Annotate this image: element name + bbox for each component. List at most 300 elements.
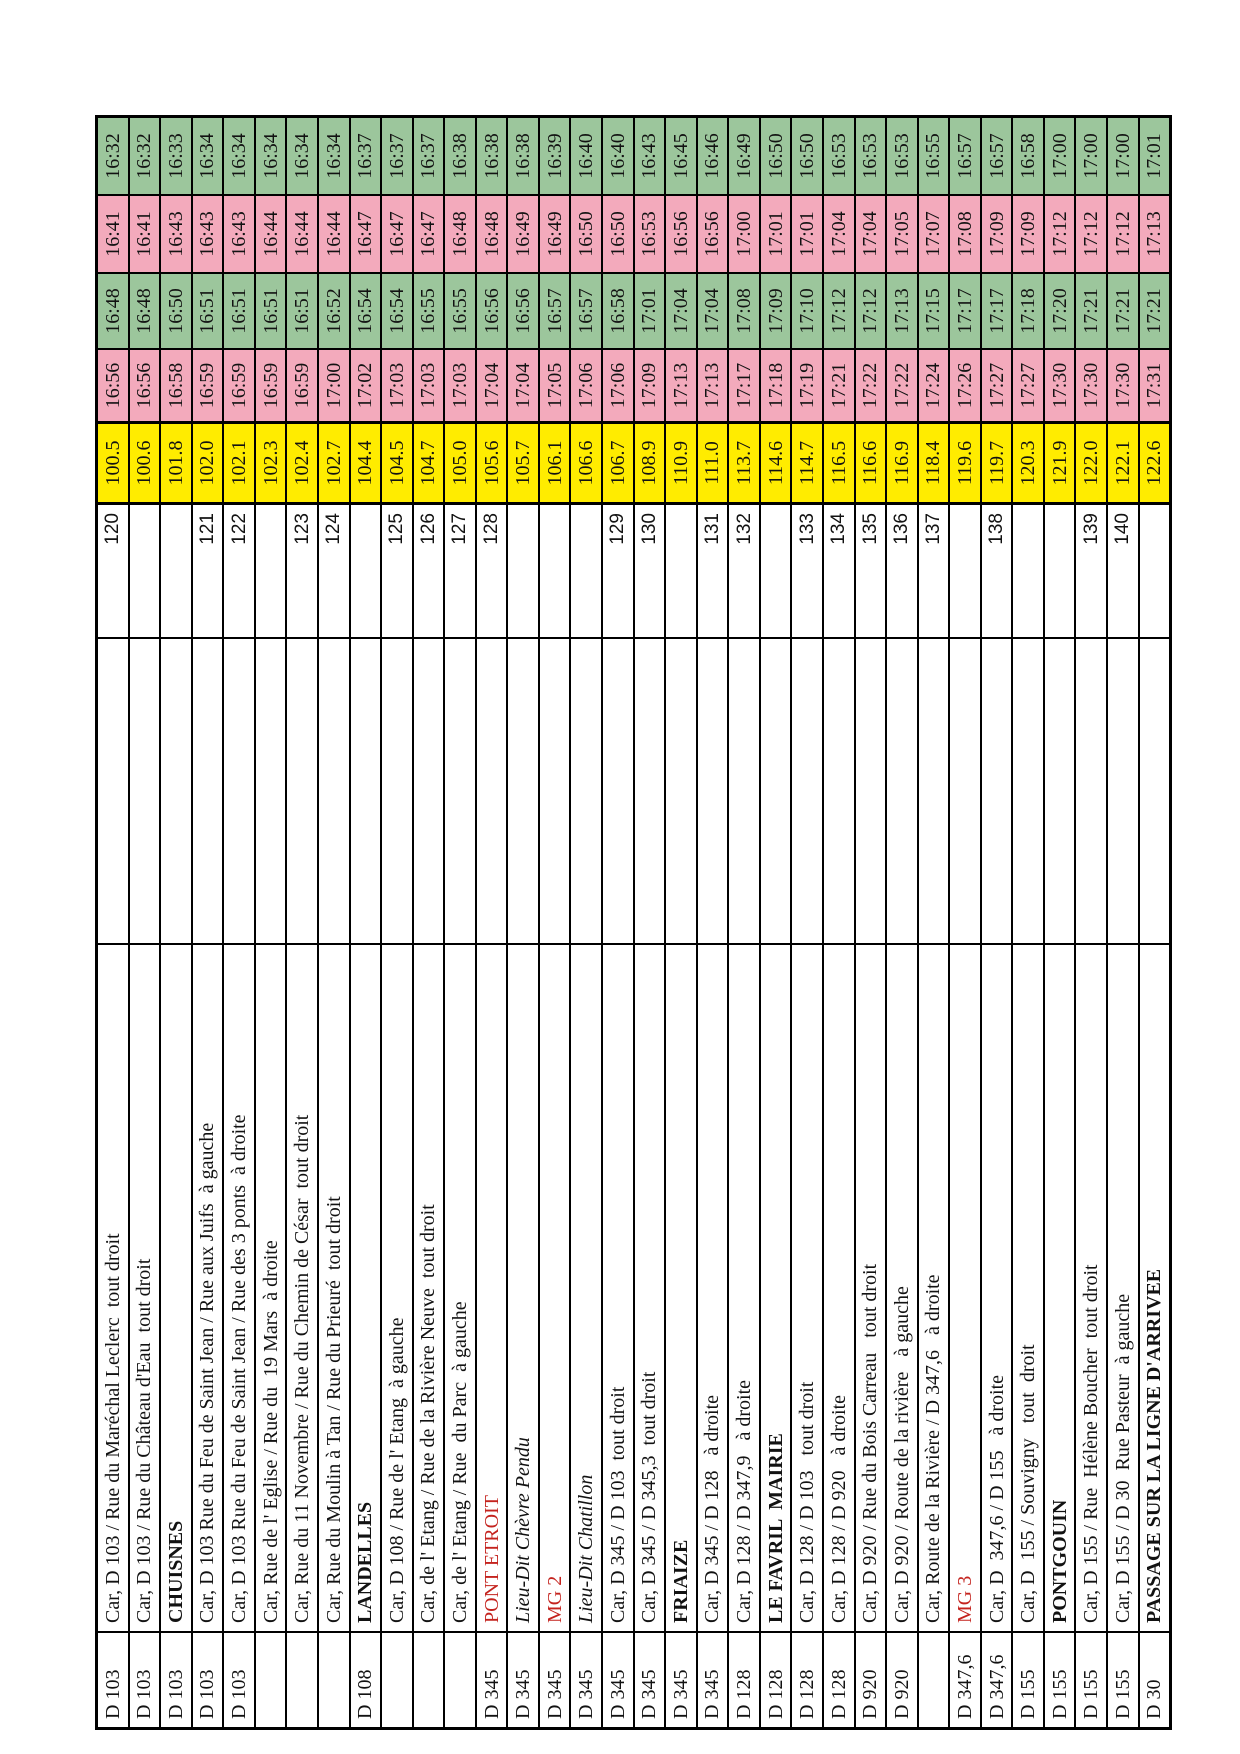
control-number-cell: 137 — [919, 502, 949, 637]
route-row — [161, 118, 193, 1727]
description-cell: Car, Rue du 11 Novembre / Rue du Chemin de César tout droit — [287, 943, 317, 1631]
description-cell: Car, D 345 / D 345,3 tout droit — [635, 943, 665, 1631]
time-cell-3: 16:50 — [571, 194, 601, 272]
km-cell: 114.7 — [792, 421, 822, 502]
km-cell: 102.1 — [224, 421, 254, 502]
road-cell: D 128 — [792, 1631, 822, 1727]
route-row — [1045, 118, 1077, 1727]
road-cell — [256, 1631, 286, 1727]
road-cell: D 103 — [193, 1631, 223, 1727]
time-cell-3: 16:48 — [445, 194, 475, 272]
time-cell-1: 17:05 — [540, 348, 570, 421]
time-cell-2: 17:09 — [761, 272, 791, 348]
time-cell-4: 16:37 — [414, 118, 444, 194]
time-cell-4: 16:34 — [224, 118, 254, 194]
control-number-cell: 125 — [382, 502, 412, 637]
time-cell-2: 17:17 — [982, 272, 1012, 348]
route-row — [571, 118, 603, 1727]
road-cell: D 103 — [224, 1631, 254, 1727]
road-cell — [919, 1631, 949, 1727]
description-cell: Car, D 345 / D 103 tout droit — [603, 943, 633, 1631]
route-row — [761, 118, 793, 1727]
route-row — [351, 118, 383, 1727]
km-cell: 119.7 — [982, 421, 1012, 502]
control-number-cell: 121 — [193, 502, 223, 637]
time-cell-3: 17:04 — [824, 194, 854, 272]
observation-cell — [224, 637, 254, 943]
route-row — [824, 118, 856, 1727]
description-cell: MG 3 — [950, 943, 980, 1631]
description-cell: Car, de l' Etang / Rue de la Rivière Neuve tout droit — [414, 943, 444, 1631]
observation-cell — [887, 637, 917, 943]
road-cell — [319, 1631, 349, 1727]
time-cell-1: 16:59 — [193, 348, 223, 421]
description-cell: LANDELLES — [351, 943, 381, 1631]
km-cell: 116.6 — [856, 421, 886, 502]
observation-cell — [603, 637, 633, 943]
time-cell-3: 16:41 — [98, 194, 128, 272]
time-cell-1: 17:03 — [445, 348, 475, 421]
time-cell-2: 16:54 — [351, 272, 381, 348]
km-cell: 105.0 — [445, 421, 475, 502]
time-cell-3: 17:05 — [887, 194, 917, 272]
observation-cell — [256, 637, 286, 943]
time-cell-4: 16:38 — [508, 118, 538, 194]
control-number-cell — [540, 502, 570, 637]
control-number-cell — [351, 502, 381, 637]
route-row — [919, 118, 951, 1727]
time-cell-2: 17:10 — [792, 272, 822, 348]
time-cell-1: 17:27 — [982, 348, 1012, 421]
km-cell: 120.3 — [1013, 421, 1043, 502]
route-row — [256, 118, 288, 1727]
time-cell-4: 16:32 — [98, 118, 128, 194]
time-cell-2: 17:18 — [1013, 272, 1043, 348]
time-cell-3: 16:56 — [666, 194, 696, 272]
time-cell-1: 17:06 — [571, 348, 601, 421]
road-cell — [445, 1631, 475, 1727]
time-cell-4: 16:34 — [193, 118, 223, 194]
time-cell-3: 16:47 — [351, 194, 381, 272]
observation-cell — [382, 637, 412, 943]
time-cell-1: 17:30 — [1045, 348, 1075, 421]
description-cell: Car, D 103 / Rue du Château d'Eau tout droit — [130, 943, 160, 1631]
km-cell: 116.5 — [824, 421, 854, 502]
time-cell-3: 16:49 — [508, 194, 538, 272]
description-cell: Car, D 155 / Rue Hélène Boucher tout droit — [1076, 943, 1106, 1631]
time-cell-3: 17:01 — [761, 194, 791, 272]
description-cell: FRIAIZE — [666, 943, 696, 1631]
km-cell: 106.7 — [603, 421, 633, 502]
km-cell: 100.5 — [98, 421, 128, 502]
time-cell-2: 16:51 — [256, 272, 286, 348]
time-cell-3: 16:53 — [635, 194, 665, 272]
route-row — [635, 118, 667, 1727]
time-cell-3: 17:00 — [729, 194, 759, 272]
time-cell-4: 17:00 — [1045, 118, 1075, 194]
route-row — [603, 118, 635, 1727]
km-cell: 100.6 — [130, 421, 160, 502]
control-number-cell: 131 — [698, 502, 728, 637]
time-cell-4: 17:00 — [1108, 118, 1138, 194]
control-number-cell: 136 — [887, 502, 917, 637]
time-cell-1: 16:59 — [224, 348, 254, 421]
description-cell: Car, D 128 / D 347,9 à droite — [729, 943, 759, 1631]
route-row — [856, 118, 888, 1727]
road-cell: D 30 — [1140, 1631, 1170, 1727]
route-row — [887, 118, 919, 1727]
time-cell-4: 16:57 — [950, 118, 980, 194]
description-cell: Car, Rue du Moulin à Tan / Rue du Prieuré tout droit — [319, 943, 349, 1631]
route-row — [1108, 118, 1140, 1727]
road-cell: D 920 — [856, 1631, 886, 1727]
observation-cell — [792, 637, 822, 943]
km-cell: 106.1 — [540, 421, 570, 502]
observation-cell — [477, 637, 507, 943]
control-number-cell: 140 — [1108, 502, 1138, 637]
km-cell: 110.9 — [666, 421, 696, 502]
time-cell-4: 16:55 — [919, 118, 949, 194]
road-cell: D 345 — [508, 1631, 538, 1727]
time-cell-1: 17:22 — [887, 348, 917, 421]
time-cell-1: 17:13 — [698, 348, 728, 421]
route-row — [508, 118, 540, 1727]
road-cell — [287, 1631, 317, 1727]
road-cell: D 920 — [887, 1631, 917, 1727]
time-cell-2: 16:57 — [540, 272, 570, 348]
time-cell-1: 16:56 — [130, 348, 160, 421]
observation-cell — [919, 637, 949, 943]
road-cell: D 128 — [761, 1631, 791, 1727]
time-cell-4: 16:39 — [540, 118, 570, 194]
time-cell-1: 17:03 — [414, 348, 444, 421]
control-number-cell: 126 — [414, 502, 444, 637]
observation-cell — [698, 637, 728, 943]
observation-cell — [1108, 637, 1138, 943]
control-number-cell: 138 — [982, 502, 1012, 637]
description-cell: PONTGOUIN — [1045, 943, 1075, 1631]
time-cell-2: 16:54 — [382, 272, 412, 348]
time-cell-3: 16:43 — [161, 194, 191, 272]
time-cell-2: 17:17 — [950, 272, 980, 348]
observation-cell — [540, 637, 570, 943]
time-cell-3: 17:09 — [1013, 194, 1043, 272]
time-cell-2: 17:21 — [1076, 272, 1106, 348]
road-cell: D 347,6 — [982, 1631, 1012, 1727]
time-cell-2: 16:48 — [98, 272, 128, 348]
description-cell: LE FAVRIL MAIRIE — [761, 943, 791, 1631]
time-cell-4: 16:34 — [319, 118, 349, 194]
km-cell: 114.6 — [761, 421, 791, 502]
control-number-cell — [571, 502, 601, 637]
road-cell: D 128 — [729, 1631, 759, 1727]
route-row — [950, 118, 982, 1727]
time-cell-1: 16:59 — [287, 348, 317, 421]
time-cell-4: 16:43 — [635, 118, 665, 194]
road-cell: D 155 — [1076, 1631, 1106, 1727]
observation-cell — [666, 637, 696, 943]
observation-cell — [571, 637, 601, 943]
control-number-cell — [508, 502, 538, 637]
time-cell-3: 17:12 — [1045, 194, 1075, 272]
control-number-cell — [161, 502, 191, 637]
description-cell: Car, D 103 Rue du Feu de Saint Jean / Rue aux Juifs à gauche — [193, 943, 223, 1631]
time-cell-2: 17:12 — [824, 272, 854, 348]
time-cell-3: 16:47 — [382, 194, 412, 272]
control-number-cell: 135 — [856, 502, 886, 637]
road-cell — [382, 1631, 412, 1727]
time-cell-1: 17:22 — [856, 348, 886, 421]
road-cell: D 345 — [666, 1631, 696, 1727]
road-cell: D 345 — [603, 1631, 633, 1727]
time-cell-4: 16:53 — [856, 118, 886, 194]
time-cell-4: 16:32 — [130, 118, 160, 194]
time-cell-2: 17:01 — [635, 272, 665, 348]
time-cell-3: 16:44 — [319, 194, 349, 272]
time-cell-3: 16:48 — [477, 194, 507, 272]
time-cell-3: 17:12 — [1108, 194, 1138, 272]
time-cell-3: 16:44 — [256, 194, 286, 272]
time-cell-2: 17:12 — [856, 272, 886, 348]
road-cell: D 345 — [540, 1631, 570, 1727]
road-cell: D 345 — [571, 1631, 601, 1727]
time-cell-4: 16:34 — [256, 118, 286, 194]
time-cell-3: 16:47 — [414, 194, 444, 272]
km-cell: 118.4 — [919, 421, 949, 502]
time-cell-1: 17:31 — [1140, 348, 1170, 421]
observation-cell — [287, 637, 317, 943]
time-cell-4: 16:53 — [824, 118, 854, 194]
road-cell: D 128 — [824, 1631, 854, 1727]
time-cell-3: 16:49 — [540, 194, 570, 272]
time-cell-3: 16:43 — [224, 194, 254, 272]
time-cell-2: 17:21 — [1108, 272, 1138, 348]
time-cell-2: 17:21 — [1140, 272, 1170, 348]
time-cell-2: 16:51 — [287, 272, 317, 348]
time-cell-4: 16:34 — [287, 118, 317, 194]
km-cell: 102.3 — [256, 421, 286, 502]
observation-cell — [1013, 637, 1043, 943]
km-cell: 116.9 — [887, 421, 917, 502]
time-cell-3: 17:04 — [856, 194, 886, 272]
km-cell: 108.9 — [635, 421, 665, 502]
km-cell: 104.4 — [351, 421, 381, 502]
control-number-cell: 134 — [824, 502, 854, 637]
km-cell: 113.7 — [729, 421, 759, 502]
time-cell-2: 16:51 — [193, 272, 223, 348]
roadbook-timing-table — [95, 115, 1172, 1730]
route-row — [130, 118, 162, 1727]
road-cell: D 103 — [98, 1631, 128, 1727]
observation-cell — [856, 637, 886, 943]
route-row — [698, 118, 730, 1727]
control-number-cell — [761, 502, 791, 637]
observation-cell — [351, 637, 381, 943]
time-cell-1: 17:13 — [666, 348, 696, 421]
time-cell-1: 17:03 — [382, 348, 412, 421]
time-cell-2: 17:15 — [919, 272, 949, 348]
time-cell-4: 16:37 — [382, 118, 412, 194]
road-cell: D 345 — [635, 1631, 665, 1727]
time-cell-4: 16:45 — [666, 118, 696, 194]
time-cell-4: 16:58 — [1013, 118, 1043, 194]
description-cell: Car, D 920 / Rue du Bois Carreau tout droit — [856, 943, 886, 1631]
control-number-cell: 123 — [287, 502, 317, 637]
description-cell: Car, D 347,6 / D 155 à droite — [982, 943, 1012, 1631]
time-cell-3: 17:09 — [982, 194, 1012, 272]
time-cell-4: 16:50 — [792, 118, 822, 194]
km-cell: 105.6 — [477, 421, 507, 502]
time-cell-1: 16:59 — [256, 348, 286, 421]
observation-cell — [161, 637, 191, 943]
time-cell-4: 16:37 — [351, 118, 381, 194]
time-cell-4: 16:40 — [603, 118, 633, 194]
control-number-cell — [256, 502, 286, 637]
control-number-cell: 132 — [729, 502, 759, 637]
time-cell-4: 16:49 — [729, 118, 759, 194]
time-cell-3: 16:41 — [130, 194, 160, 272]
control-number-cell — [1045, 502, 1075, 637]
description-cell: Car, D 345 / D 128 à droite — [698, 943, 728, 1631]
route-row — [1076, 118, 1108, 1727]
km-cell: 122.6 — [1140, 421, 1170, 502]
time-cell-2: 16:51 — [224, 272, 254, 348]
time-cell-2: 16:55 — [445, 272, 475, 348]
time-cell-3: 17:13 — [1140, 194, 1170, 272]
observation-cell — [950, 637, 980, 943]
control-number-cell — [1013, 502, 1043, 637]
time-cell-2: 17:04 — [666, 272, 696, 348]
road-cell: D 155 — [1108, 1631, 1138, 1727]
time-cell-4: 16:50 — [761, 118, 791, 194]
km-cell: 104.7 — [414, 421, 444, 502]
road-cell: D 155 — [1045, 1631, 1075, 1727]
observation-cell — [508, 637, 538, 943]
control-number-cell: 139 — [1076, 502, 1106, 637]
route-row — [193, 118, 225, 1727]
time-cell-2: 17:20 — [1045, 272, 1075, 348]
control-number-cell: 129 — [603, 502, 633, 637]
time-cell-2: 16:56 — [508, 272, 538, 348]
route-row — [287, 118, 319, 1727]
observation-cell — [98, 637, 128, 943]
description-cell: Car, de l' Etang / Rue du Parc à gauche — [445, 943, 475, 1631]
description-cell: Lieu-Dit Chatillon — [571, 943, 601, 1631]
rotated-table-region — [95, 115, 1172, 1730]
time-cell-3: 16:44 — [287, 194, 317, 272]
description-cell: Car, Rue de l' Eglise / Rue du 19 Mars à droite — [256, 943, 286, 1631]
km-cell: 105.7 — [508, 421, 538, 502]
time-cell-1: 17:24 — [919, 348, 949, 421]
control-number-cell — [1140, 502, 1170, 637]
description-cell: Car, D 128 / D 103 tout droit — [792, 943, 822, 1631]
road-cell: D 347,6 — [950, 1631, 980, 1727]
route-row — [982, 118, 1014, 1727]
time-cell-2: 16:48 — [130, 272, 160, 348]
time-cell-1: 17:00 — [319, 348, 349, 421]
time-cell-3: 16:43 — [193, 194, 223, 272]
description-cell: Lieu-Dit Chèvre Pendu — [508, 943, 538, 1631]
time-cell-4: 16:46 — [698, 118, 728, 194]
time-cell-2: 16:56 — [477, 272, 507, 348]
time-cell-1: 17:04 — [477, 348, 507, 421]
time-cell-2: 16:58 — [603, 272, 633, 348]
observation-cell — [761, 637, 791, 943]
km-cell: 102.4 — [287, 421, 317, 502]
time-cell-3: 17:08 — [950, 194, 980, 272]
time-cell-4: 16:33 — [161, 118, 191, 194]
observation-cell — [1076, 637, 1106, 943]
description-cell: CHUISNES — [161, 943, 191, 1631]
km-cell: 101.8 — [161, 421, 191, 502]
observation-cell — [130, 637, 160, 943]
time-cell-3: 17:01 — [792, 194, 822, 272]
time-cell-2: 16:52 — [319, 272, 349, 348]
road-cell: D 345 — [698, 1631, 728, 1727]
route-row — [729, 118, 761, 1727]
description-cell: PASSAGE SUR LA LIGNE D'ARRIVEE — [1140, 943, 1170, 1631]
km-cell: 111.0 — [698, 421, 728, 502]
km-cell: 104.5 — [382, 421, 412, 502]
km-cell: 102.0 — [193, 421, 223, 502]
road-cell: D 155 — [1013, 1631, 1043, 1727]
time-cell-1: 17:02 — [351, 348, 381, 421]
time-cell-4: 16:53 — [887, 118, 917, 194]
observation-cell — [729, 637, 759, 943]
control-number-cell: 124 — [319, 502, 349, 637]
description-cell: MG 2 — [540, 943, 570, 1631]
time-cell-3: 16:56 — [698, 194, 728, 272]
control-number-cell: 127 — [445, 502, 475, 637]
time-cell-1: 17:18 — [761, 348, 791, 421]
time-cell-4: 17:00 — [1076, 118, 1106, 194]
route-row — [792, 118, 824, 1727]
time-cell-1: 17:30 — [1076, 348, 1106, 421]
route-row — [319, 118, 351, 1727]
time-cell-2: 17:08 — [729, 272, 759, 348]
route-row — [666, 118, 698, 1727]
time-cell-1: 17:04 — [508, 348, 538, 421]
description-cell: Car, D 155 / Souvigny tout droit — [1013, 943, 1043, 1631]
observation-cell — [982, 637, 1012, 943]
control-number-cell — [666, 502, 696, 637]
description-cell: Car, D 128 / D 920 à droite — [824, 943, 854, 1631]
time-cell-2: 16:55 — [414, 272, 444, 348]
time-cell-1: 17:21 — [824, 348, 854, 421]
time-cell-4: 16:38 — [445, 118, 475, 194]
route-row — [382, 118, 414, 1727]
road-cell: D 345 — [477, 1631, 507, 1727]
km-cell: 102.7 — [319, 421, 349, 502]
description-cell: Car, D 155 / D 30 Rue Pasteur à gauche — [1108, 943, 1138, 1631]
km-cell: 121.9 — [1045, 421, 1075, 502]
observation-cell — [414, 637, 444, 943]
time-cell-2: 17:04 — [698, 272, 728, 348]
observation-cell — [319, 637, 349, 943]
time-cell-1: 17:19 — [792, 348, 822, 421]
control-number-cell — [130, 502, 160, 637]
description-cell: Car, Route de la Rivière / D 347,6 à droite — [919, 943, 949, 1631]
road-cell: D 103 — [130, 1631, 160, 1727]
time-cell-1: 17:06 — [603, 348, 633, 421]
time-cell-2: 16:57 — [571, 272, 601, 348]
time-cell-4: 17:01 — [1140, 118, 1170, 194]
control-number-cell — [950, 502, 980, 637]
route-row — [445, 118, 477, 1727]
time-cell-1: 17:27 — [1013, 348, 1043, 421]
control-number-cell: 133 — [792, 502, 822, 637]
km-cell: 122.1 — [1108, 421, 1138, 502]
